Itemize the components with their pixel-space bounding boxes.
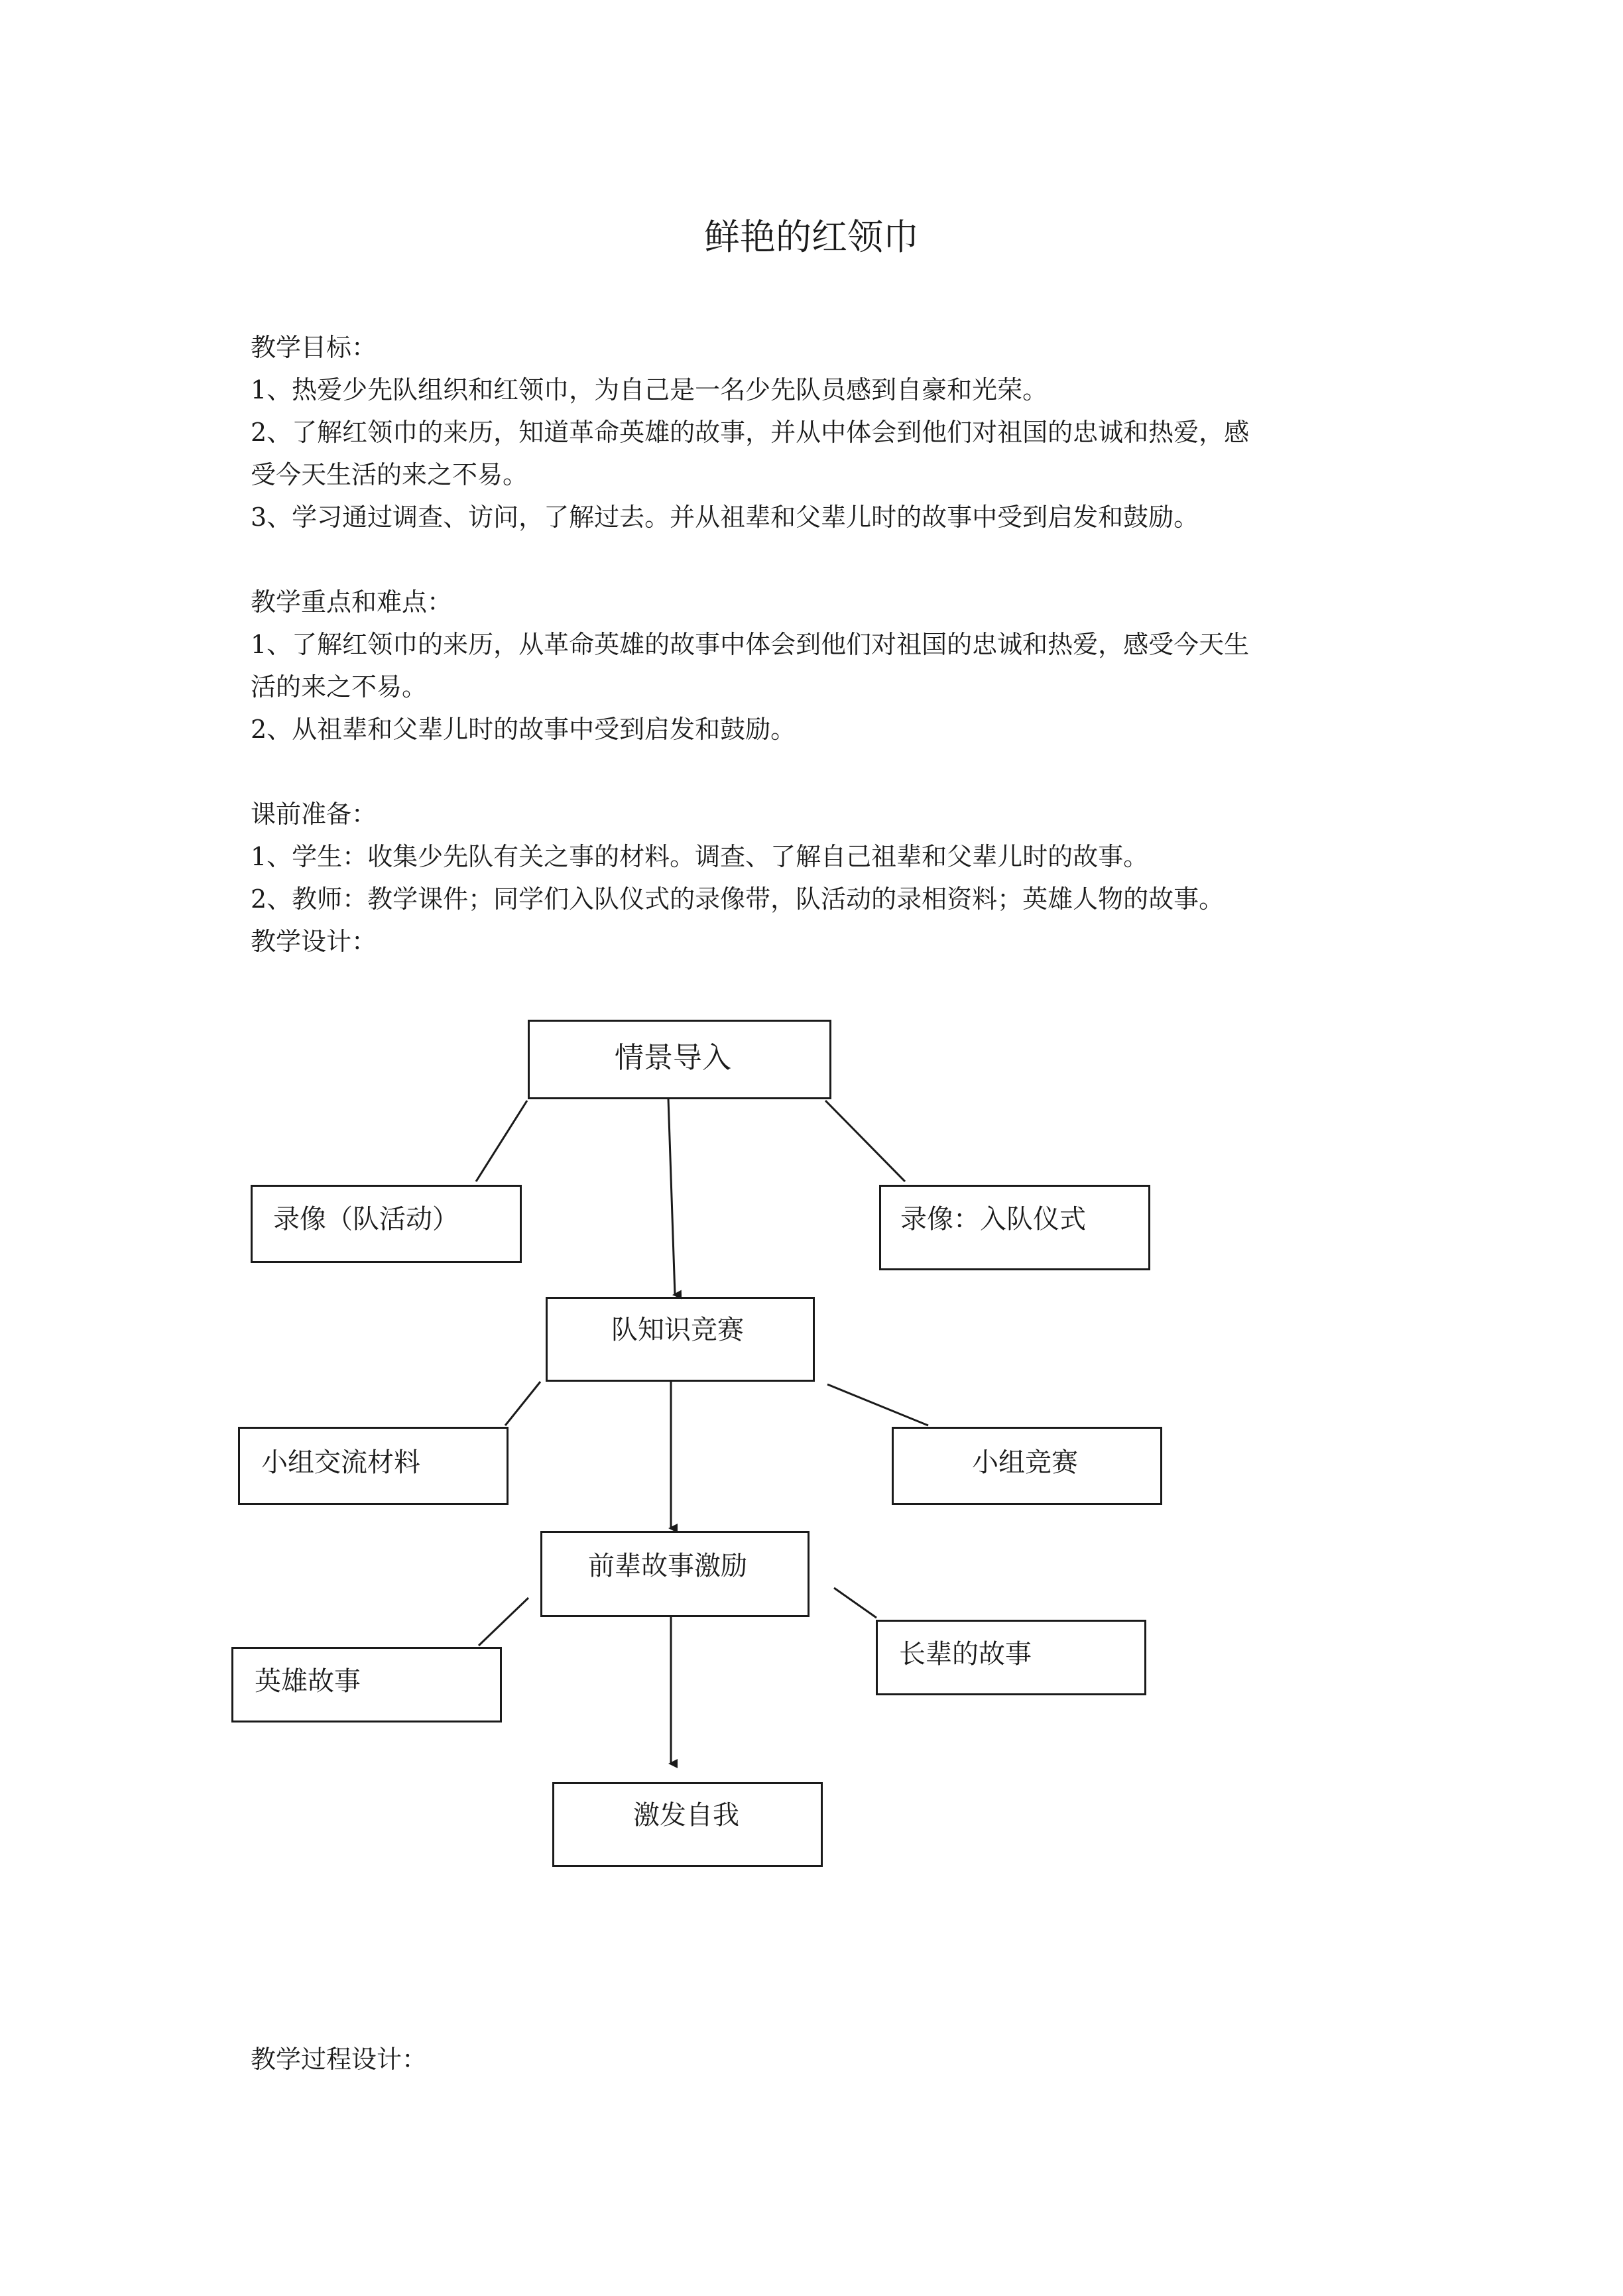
node-group-contest [892, 1427, 1162, 1505]
branch-line [476, 1101, 527, 1181]
objective-line: 1、热爱少先队组织和红领巾，为自己是一名少先队员感到自豪和光荣。 [251, 375, 1048, 404]
section-heading-preparation: 课前准备： [251, 800, 377, 829]
node-senior-stories [876, 1620, 1146, 1695]
branch-line [479, 1598, 528, 1646]
node-elder-stories [540, 1531, 810, 1617]
node-label: 小组竞赛 [972, 1447, 1078, 1478]
section-heading-process: 教学过程设计： [251, 2045, 428, 2074]
node-label: 情景导入 [615, 1041, 731, 1075]
key-point-line: 活的来之不易。 [251, 672, 428, 701]
node-inspire-self [552, 1782, 823, 1867]
node-hero-stories [231, 1647, 502, 1722]
node-intro [528, 1020, 831, 1099]
branch-line [827, 1384, 928, 1425]
section-heading-objectives: 教学目标： [251, 333, 377, 362]
preparation-line: 1、学生：收集少先队有关之事的材料。调查、了解自己祖辈和父辈儿时的故事。 [251, 842, 1149, 871]
branch-line [834, 1588, 876, 1618]
node-label: 激发自我 [633, 1800, 739, 1831]
preparation-line: 2、教师：教学课件；同学们入队仪式的录像带，队活动的录相资料；英雄人物的故事。 [251, 884, 1225, 914]
objective-line: 受今天生活的来之不易。 [251, 460, 528, 489]
objective-line: 3、学习通过调查、访问，了解过去。并从祖辈和父辈儿时的故事中受到启发和鼓励。 [251, 503, 1199, 532]
branch-line [505, 1382, 540, 1425]
objective-line: 2、了解红领巾的来历，知道革命英雄的故事，并从中体会到他们对祖国的忠诚和热爱，感 [251, 418, 1250, 447]
key-point-line: 1、了解红领巾的来历，从革命英雄的故事中体会到他们对祖国的忠诚和热爱，感受今天生 [251, 630, 1250, 659]
node-label: 录像（队活动） [273, 1204, 459, 1235]
node-quiz [546, 1297, 815, 1382]
node-label: 长辈的故事 [899, 1639, 1032, 1669]
branch-line [825, 1101, 905, 1181]
node-label: 前辈故事激励 [588, 1551, 747, 1581]
arrow-intro-to-quiz [668, 1099, 675, 1295]
node-label: 录像：入队仪式 [900, 1204, 1086, 1235]
node-label: 英雄故事 [255, 1666, 361, 1697]
node-video-activity [251, 1185, 522, 1263]
node-label: 小组交流材料 [261, 1447, 420, 1478]
node-video-ceremony [879, 1185, 1150, 1270]
page-title: 鲜艳的红领巾 [704, 216, 919, 258]
node-group-share [238, 1427, 509, 1505]
node-label: 队知识竞赛 [611, 1315, 744, 1345]
section-heading-design: 教学设计： [251, 927, 377, 956]
key-point-line: 2、从祖辈和父辈儿时的故事中受到启发和鼓励。 [251, 715, 796, 744]
section-heading-key-points: 教学重点和难点： [251, 587, 453, 617]
